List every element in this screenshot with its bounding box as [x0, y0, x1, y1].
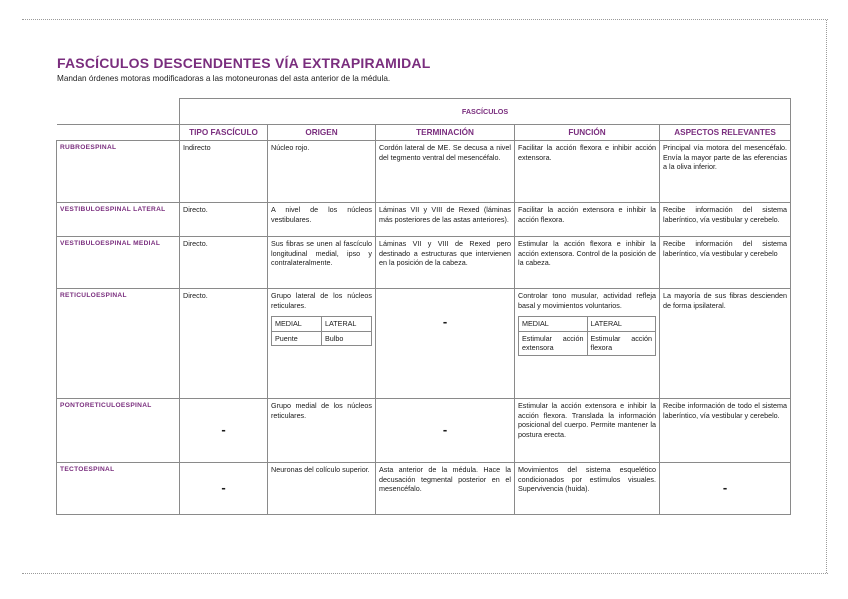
cell-terminacion: - [376, 399, 515, 463]
row-header: VESTIBULOESPINAL MEDIAL [57, 237, 180, 289]
page-border-right [826, 20, 827, 573]
table-row [57, 203, 791, 237]
cell-funcion: Estimular la acción flexora e inhibir la acción extensora. Control de la posición de la cabeza. [515, 237, 660, 289]
column-header-aspectos: ASPECTOS RELEVANTES [660, 125, 791, 141]
subtable-value-medial: Puente [272, 331, 322, 346]
subtable-header-medial: MEDIAL [272, 317, 322, 332]
column-header-tipo: TIPO FASCÍCULO [180, 125, 268, 141]
row-header: RUBROESPINAL [57, 141, 180, 203]
cell-aspectos: - [660, 463, 791, 515]
row-header: PONTORETICULOESPINAL [57, 399, 180, 463]
cell-origen: Neuronas del colículo superior. [268, 463, 376, 515]
cell-terminacion: Láminas VII y VIII de Rexed pero destinado a estructuras que intervienen en la posición de la cabeza. [376, 237, 515, 289]
column-header-funcion: FUNCIÓN [515, 125, 660, 141]
cell-aspectos: Recibe información de todo el sistema laberíntico, vía vestibular y cerebelo. [660, 399, 791, 463]
cell-origen: A nivel de los núcleos vestibulares. [268, 203, 376, 237]
page-title: FASCÍCULOS DESCENDENTES VÍA EXTRAPIRAMIDAL [57, 55, 431, 71]
cell-tipo: Directo. [180, 203, 268, 237]
cell-aspectos: La mayoría de sus fibras descienden de forma ipsilateral. [660, 289, 791, 399]
page-border-top [22, 19, 828, 20]
cell-aspectos: Recibe información del sistema laberíntico, vía vestibular y cerebelo. [660, 203, 791, 237]
cell-aspectos: Principal vía motora del mesencéfalo. Envía la mayor parte de las eferencias a la oliva inferior. [660, 141, 791, 203]
empty-corner-cell [57, 125, 180, 141]
cell-terminacion: Láminas VII y VIII de Rexed (láminas más posteriores de las astas anteriores). [376, 203, 515, 237]
cell-terminacion: - [376, 289, 515, 399]
table-row [57, 237, 791, 289]
page-border-bottom [22, 573, 828, 574]
column-header-terminacion: TERMINACIÓN [376, 125, 515, 141]
table-row [57, 463, 791, 515]
fasciculos-table [56, 98, 791, 515]
cell-tipo: Indirecto [180, 141, 268, 203]
subtable-header-medial: MEDIAL [519, 317, 588, 332]
cell-origen [268, 289, 376, 399]
cell-funcion: Facilitar la acción flexora e inhibir acción extensora. [515, 141, 660, 203]
subtable-value-medial: Estimular acción extensora [519, 331, 588, 355]
cell-tipo: Directo. [180, 289, 268, 399]
subtable-header-lateral: LATERAL [322, 317, 372, 332]
cell-tipo: Directo. [180, 237, 268, 289]
cell-origen: Grupo medial de los núcleos reticulares. [268, 399, 376, 463]
cell-funcion [515, 289, 660, 399]
cell-terminacion: Cordón lateral de ME. Se decusa a nivel del tegmento ventral del mesencéfalo. [376, 141, 515, 203]
row-header: TECTOESPINAL [57, 463, 180, 515]
origen-subtable [271, 316, 372, 346]
cell-funcion: Movimientos del sistema esquelético condicionados por estímulos visuales. Supervivencia (huida). [515, 463, 660, 515]
cell-terminacion: Asta anterior de la médula. Hace la decusación tegmental posterior en el mesencéfalo. [376, 463, 515, 515]
super-header: FASCÍCULOS [180, 99, 791, 125]
column-header-origen: ORIGEN [268, 125, 376, 141]
subtable-value-lateral: Estimular acción flexora [587, 331, 656, 355]
cell-origen: Núcleo rojo. [268, 141, 376, 203]
subtable-header-lateral: LATERAL [587, 317, 656, 332]
cell-funcion: Estimular la acción extensora e inhibir la acción flexora. Translada la información posicional del cuerpo. Permite mantener la postura erecta. [515, 399, 660, 463]
empty-corner-cell [57, 99, 180, 125]
funcion-text: Controlar tono musular, actividad refleja basal y movimientos voluntarios. [518, 291, 656, 310]
cell-funcion: Facilitar la acción extensora e inhibir la acción flexora. [515, 203, 660, 237]
table-row [57, 399, 791, 463]
row-header: VESTIBULOESPINAL LATERAL [57, 203, 180, 237]
cell-origen: Sus fibras se unen al fascículo longitudinal medial, ipso y contralateralmente. [268, 237, 376, 289]
cell-tipo: - [180, 399, 268, 463]
row-header: RETICULOESPINAL [57, 289, 180, 399]
table-row [57, 289, 791, 399]
super-header-row [57, 99, 791, 125]
cell-tipo: - [180, 463, 268, 515]
subtable-value-lateral: Bulbo [322, 331, 372, 346]
column-header-row [57, 125, 791, 141]
page-subtitle: Mandan órdenes motoras modificadoras a las motoneuronas del asta anterior de la médula. [57, 74, 391, 83]
funcion-subtable [518, 316, 656, 356]
cell-aspectos: Recibe información del sistema laberíntico, vía vestibular y cerebelo [660, 237, 791, 289]
table-row [57, 141, 791, 203]
origen-text: Grupo lateral de los núcleos reticulares. [271, 291, 372, 310]
